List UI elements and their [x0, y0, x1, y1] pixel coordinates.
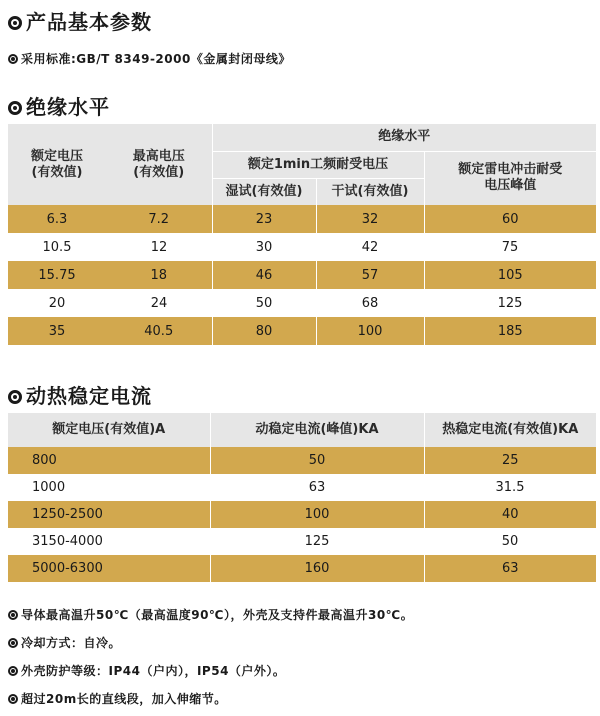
- header-dynamic-current: 动稳定电流(峰值)KA: [210, 413, 424, 447]
- bullet-circle-icon: [8, 610, 18, 620]
- insulation-table: [8, 124, 596, 345]
- section-title-stable-current: 动热稳定电流: [8, 380, 152, 409]
- header-insulation-group: 绝缘水平: [212, 124, 596, 151]
- header-rated-current: 额定电压(有效值)A: [52, 422, 166, 437]
- header-rated-voltage: 额定电压 (有效值): [30, 148, 83, 180]
- header-lightning: 额定雷电冲击耐受 电压峰值: [424, 151, 596, 205]
- table-row: 1000 63 31.5: [8, 474, 596, 501]
- section-title-basic-params: 产品基本参数: [8, 6, 152, 35]
- header-power-frequency: 额定1min工频耐受电压: [212, 151, 424, 178]
- table-row: 5000-6300 160 63: [8, 555, 596, 582]
- section-title-insulation: 绝缘水平: [8, 91, 110, 120]
- table-row: 3150-4000 125 50: [8, 528, 596, 555]
- bullet-circle-icon: [8, 54, 18, 64]
- header-dry-test: 干试(有效值): [316, 178, 424, 205]
- bullet-circle-icon: [8, 666, 18, 676]
- note-cooling: 冷却方式：自冷。: [8, 634, 121, 651]
- table-row: 35 40.5 80 100 185: [8, 317, 596, 345]
- standard-note: 采用标准:GB/T 8349-2000《金属封闭母线》: [8, 50, 291, 67]
- table-row: 800 50 25: [8, 447, 596, 474]
- bullet-circle-icon: [8, 101, 22, 115]
- stable-current-table: [8, 413, 596, 582]
- note-temperature-rise: 导体最高温升50℃（最高温度90℃），外壳及支持件最高温升30℃。: [8, 606, 413, 623]
- note-protection: 外壳防护等级：IP44（户内），IP54（户外）。: [8, 662, 285, 679]
- table-row: 15.75 18 46 57 105: [8, 261, 596, 289]
- bullet-circle-icon: [8, 638, 18, 648]
- table-row: 1250-2500 100 40: [8, 501, 596, 528]
- header-wet-test: 湿试(有效值): [212, 178, 316, 205]
- table-row: 20 24 50 68 125: [8, 289, 596, 317]
- bullet-circle-icon: [8, 390, 22, 404]
- table-row: 6.3 7.2 23 32 60: [8, 205, 596, 233]
- header-thermal-current: 热稳定电流(有效值)KA: [424, 413, 596, 447]
- table-row: 10.5 12 30 42 75: [8, 233, 596, 261]
- bullet-circle-icon: [8, 16, 22, 30]
- note-expansion-joint: 超过20m长的直线段，加入伸缩节。: [8, 690, 227, 707]
- header-max-voltage: 最高电压 (有效值): [132, 148, 185, 180]
- bullet-circle-icon: [8, 694, 18, 704]
